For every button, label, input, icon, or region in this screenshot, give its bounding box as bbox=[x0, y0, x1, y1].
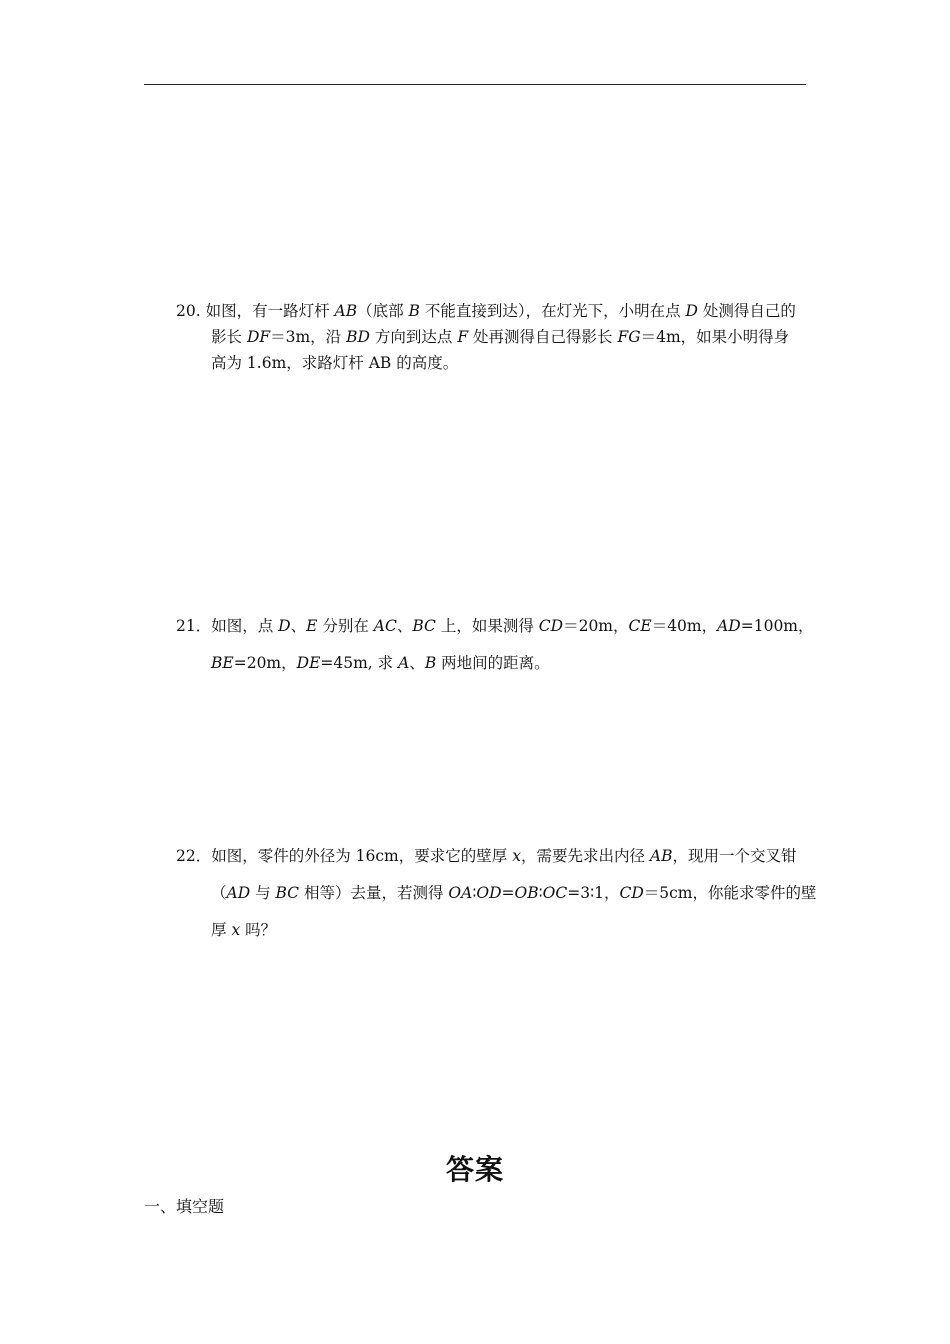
text: 与 bbox=[250, 884, 276, 902]
text: 两地间的距离。 bbox=[436, 654, 550, 672]
math-var: AB bbox=[334, 302, 358, 320]
math-var: DF bbox=[246, 328, 271, 346]
text: 21．如图，点 bbox=[176, 617, 279, 635]
math-var: AC bbox=[373, 617, 397, 635]
question-21-line-1 bbox=[176, 608, 812, 645]
text: =3∶1， bbox=[567, 884, 620, 902]
text: ∶ bbox=[538, 884, 543, 902]
math-var: F bbox=[457, 328, 469, 346]
text: （底部 bbox=[357, 302, 409, 320]
math-var: D bbox=[278, 617, 291, 635]
text: ，需要先求出内径 bbox=[520, 847, 650, 865]
math-var: AD bbox=[717, 617, 741, 635]
text: ∶ bbox=[472, 884, 477, 902]
text: ＝20m， bbox=[563, 617, 629, 635]
text: ＝5cm，你能求零件的壁 bbox=[643, 884, 817, 902]
text: 处再测得自己得影长 bbox=[468, 328, 618, 346]
question-22-line-3 bbox=[176, 912, 812, 949]
math-var: OD=OB bbox=[476, 884, 539, 902]
question-20 bbox=[176, 298, 812, 376]
text: 不能直接到达），在灯光下，小明在点 bbox=[419, 302, 686, 320]
text: 、 bbox=[409, 654, 425, 672]
text: =100m， bbox=[740, 617, 814, 635]
question-22 bbox=[176, 838, 817, 949]
text: ＝3m，沿 bbox=[270, 328, 347, 346]
math-var: BC bbox=[412, 617, 436, 635]
math-var: E bbox=[306, 617, 318, 635]
text: 厚 bbox=[211, 921, 232, 939]
header-rule bbox=[144, 84, 806, 85]
text: =20m， bbox=[233, 654, 297, 672]
question-22-line-2 bbox=[176, 875, 817, 912]
question-21 bbox=[176, 608, 812, 682]
text: 上，如果测得 bbox=[435, 617, 539, 635]
math-var: B bbox=[424, 654, 437, 672]
text: 、 bbox=[396, 617, 413, 635]
math-var: BD bbox=[346, 328, 370, 346]
text: 吗？ bbox=[240, 921, 277, 939]
text: 高为 1.6m，求路灯杆 AB 的高度。 bbox=[211, 354, 459, 372]
math-var: FG bbox=[617, 328, 641, 346]
math-var: x bbox=[512, 847, 521, 865]
text: =45m, 求 bbox=[320, 654, 399, 672]
question-21-line-2 bbox=[176, 645, 812, 682]
text: 、 bbox=[290, 617, 307, 635]
text: （ bbox=[211, 884, 227, 902]
math-var: A bbox=[398, 654, 410, 672]
question-20-line-1 bbox=[176, 298, 812, 324]
text: ＝4m，如果小明得身 bbox=[640, 328, 790, 346]
question-20-line-3 bbox=[176, 350, 812, 376]
math-var: AB bbox=[649, 847, 673, 865]
math-var: AD bbox=[226, 884, 251, 902]
math-var: OC bbox=[542, 884, 568, 902]
text: ，现用一个交叉钳 bbox=[672, 847, 797, 865]
text: 22．如图，零件的外径为 16cm，要求它的壁厚 bbox=[176, 847, 513, 865]
text: 影长 bbox=[211, 328, 247, 346]
math-var: x bbox=[231, 921, 241, 939]
question-20-line-2 bbox=[176, 324, 812, 350]
math-var: BE bbox=[211, 654, 234, 672]
math-var: DE bbox=[296, 654, 321, 672]
math-var: B bbox=[408, 302, 420, 320]
text: ＝40m， bbox=[651, 617, 718, 635]
text: 方向到达点 bbox=[369, 328, 458, 346]
question-22-line-1 bbox=[176, 838, 812, 875]
math-var: D bbox=[685, 302, 698, 320]
section-title: 一、填空题 bbox=[144, 1197, 225, 1216]
math-var: BC bbox=[275, 884, 300, 902]
math-var: CD bbox=[619, 884, 644, 902]
math-var: OA bbox=[448, 884, 473, 902]
text: 处测得自己的 bbox=[697, 302, 796, 320]
text: 分别在 bbox=[317, 617, 374, 635]
math-var: CD bbox=[538, 617, 564, 635]
math-var: CE bbox=[628, 617, 652, 635]
answer-title: 答案 bbox=[445, 1153, 504, 1186]
text: 20. 如图，有一路灯杆 bbox=[176, 302, 335, 320]
text: 相等）去量，若测得 bbox=[299, 884, 449, 902]
